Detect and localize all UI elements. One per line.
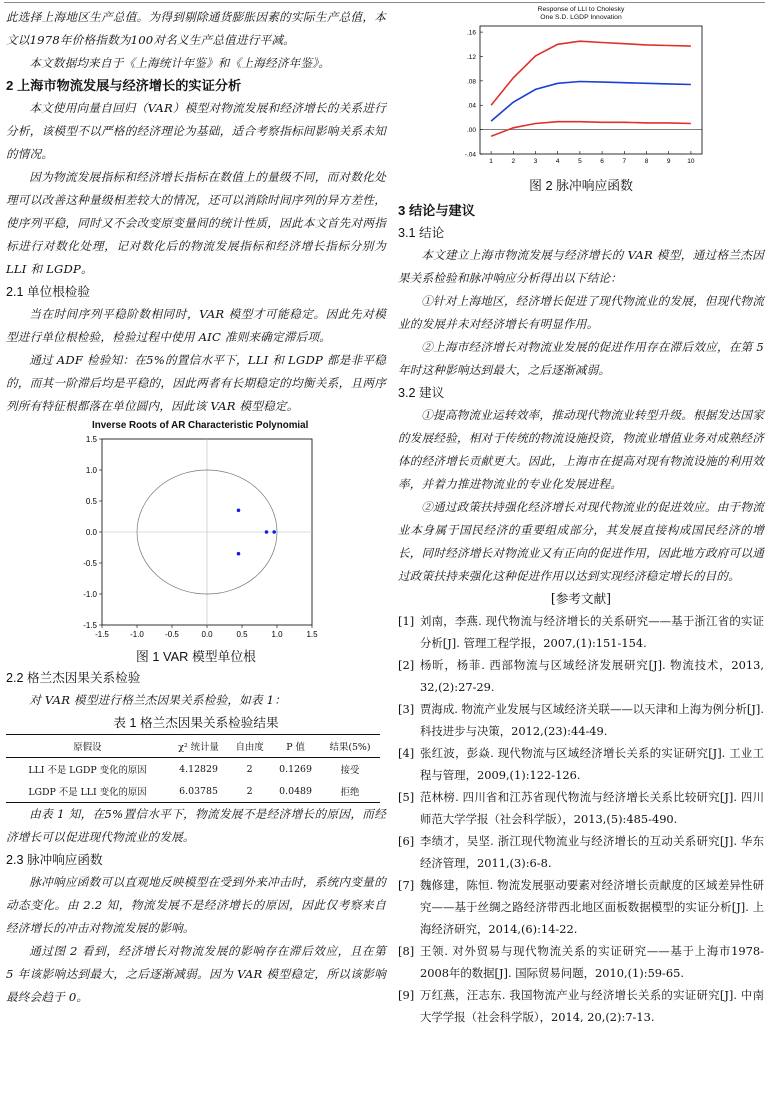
granger-table	[6, 734, 380, 803]
references-title: [参考文献]	[550, 591, 612, 606]
subsection-3-1-paragraph-1: 本文建立上海市物流发展与经济增长的 VAR 模型，通过格兰杰因果关系检验和脉冲响应分析得出以下结论：	[398, 248, 764, 285]
subsection-2-1-title: 2.1 单位根检验	[6, 285, 90, 299]
right-column	[398, 6, 764, 1028]
x-tick-label: 1.5	[306, 630, 318, 639]
reference-text: 魏修建，陈恒. 物流发展驱动要素对经济增长贡献度的区域差异性研究——基于丝绸之路经济带西北地区面板数据模型的实证分析[J]. 上海经济研究，2014,(6):14-22.	[420, 878, 764, 936]
series-line-lower	[491, 122, 691, 137]
table-cell: LGDP 不是 LLI 变化的原因	[28, 787, 147, 798]
intro-paragraph-2: 本文数据均来自于《上海统计年鉴》和《上海经济年鉴》。	[29, 56, 331, 70]
subsection-2-1-paragraph-2: 通过 ADF 检验知：在5%的置信水平下，LLI 和 LGDP 都是非平稳的，而其一阶滞后均是平稳的，因此两者有长期稳定的均衡关系，且两序列所有特征根都落在单位圆内，因此该 VAR 模型稳定。	[6, 353, 386, 413]
figure-2-title-line-2: One S.D. LGDP Innovation	[540, 14, 622, 21]
reference-item	[398, 984, 764, 1028]
table-header-cell: 自由度	[235, 742, 264, 753]
reference-text: 张红波，彭焱. 现代物流与区域经济增长关系的实证研究[J]. 工业工程与管理，2009,(1):122-126.	[420, 746, 764, 782]
reference-item	[398, 874, 764, 940]
subsection-3-2-paragraph-1: ①提高物流业运转效率，推动现代物流业转型升级。根据发达国家的发展经验，相对于传统的物流设施投资，物流业增值业务对成熟经济体的经济增长贡献更大。因此，上海市在提高对现有物流设施的利用效率，并着力推进物流业的专业化发展进程。	[398, 408, 764, 491]
left-column	[6, 6, 386, 1009]
x-tick-label: 2	[511, 158, 516, 165]
series-line-response	[491, 82, 691, 122]
x-tick-label: 0.0	[201, 630, 213, 639]
subsection-3-2-paragraph-2: ②通过政策扶持强化经济增长对现代物流业的促进效应。由于物流业本身属于国民经济的重要组成部分，其发展直接构成国民经济的增长，同时经济增长对物流业又有正向的促进作用，因此地方政府可以通过政策扶持来强化这种促进作用以达到实现经济稳定增长的目的。	[398, 500, 764, 583]
root-point	[265, 530, 269, 534]
reference-number: [7]	[398, 878, 415, 892]
reference-number: [4]	[398, 746, 415, 760]
reference-number: [6]	[398, 834, 415, 848]
subsection-3-1-title: 3.1 结论	[398, 226, 445, 240]
table-cell: 4.12829	[179, 763, 218, 775]
subsection-2-2-paragraph-1: 对 VAR 模型进行格兰杰因果关系检验，如表 1：	[29, 693, 286, 707]
reference-text: 万红燕，汪志东. 我国物流产业与经济增长关系的实证研究[J]. 中南大学学报（社会科学版），2014, 20,(2):7-13.	[420, 988, 764, 1024]
reference-item	[398, 698, 764, 742]
subsection-2-2-title: 2.2 格兰杰因果关系检验	[6, 671, 141, 685]
table-row	[6, 758, 380, 781]
x-tick-label: 9	[666, 158, 671, 165]
root-point	[272, 530, 276, 534]
x-tick-label: 0.5	[236, 630, 248, 639]
root-point	[237, 509, 241, 513]
reference-item	[398, 830, 764, 874]
table-header-cell: χ² 统计量	[178, 742, 219, 753]
x-tick-label: 3	[533, 158, 538, 165]
x-tick-label: 6	[600, 158, 604, 165]
subsection-2-1-paragraph-1: 当在时间序列平稳阶数相同时，VAR 模型才可能稳定。因此先对模型进行单位根检验，检验过程中使用 AIC 准则来确定滞后项。	[6, 307, 386, 344]
table-header-cell: 结果(5%)	[329, 742, 371, 753]
y-tick-label: -1.0	[83, 590, 97, 599]
x-tick-label: 1	[489, 158, 493, 165]
table-cell: 0.0489	[279, 785, 312, 797]
subsection-2-3-paragraph-2: 通过图 2 看到，经济增长对物流发展的影响存在滞后效应，且在第 5 年该影响达到最大，之后逐渐减弱。因为 VAR 模型稳定，所以该影响最终会趋于 0。	[6, 944, 386, 1004]
x-tick-label: 1.0	[271, 630, 283, 639]
subsection-2-2-paragraph-2: 由表 1 知，在5%置信水平下，物流发展不是经济增长的原因，而经济增长可以促进现代物流业的发展。	[6, 807, 386, 844]
y-tick-label: 0.0	[85, 528, 97, 537]
table-cell: 2	[246, 763, 253, 775]
y-tick-label: -1.5	[83, 621, 97, 630]
section-2-title: 2 上海市物流发展与经济增长的实证分析	[6, 78, 242, 93]
y-tick-label: 1.0	[85, 466, 97, 475]
y-tick-label: .08	[466, 78, 476, 86]
figure-1-caption: 图 1 VAR 模型单位根	[136, 649, 256, 664]
table-row	[6, 780, 380, 803]
reference-number: [2]	[398, 658, 415, 672]
y-tick-label: 0.5	[85, 497, 97, 506]
y-tick-label: .00	[466, 127, 476, 135]
x-tick-label: -0.5	[165, 630, 179, 639]
table-cell: 拒绝	[340, 787, 360, 798]
table-cell: 0.1269	[279, 763, 312, 775]
table-cell: 6.03785	[179, 785, 218, 797]
reference-number: [3]	[398, 702, 415, 716]
reference-item	[398, 940, 764, 984]
reference-text: 李绩才，吴坚. 浙江现代物流业与经济增长的互动关系研究[J]. 华东经济管理，2011,(3):6-8.	[420, 834, 764, 870]
reference-item	[398, 654, 764, 698]
x-tick-label: 8	[644, 158, 649, 165]
subsection-2-3-title: 2.3 脉冲响应函数	[6, 853, 103, 867]
x-tick-label: 4	[555, 158, 560, 165]
table-cell: LLI 不是 LGDP 变化的原因	[28, 765, 147, 776]
section-2-paragraph-2: 因为物流发展指标和经济增长指标在数值上的量级不同，而对数化处理可以改善这种量级相差较大的情况，还可以消除时间序列的异方差性，使序列平稳，同时又不会改变原变量间的统计性质，因此本文首先对两指标进行对数化处理，记对数化后的物流发展指标和经济增长指标分别为 LLI 和 LGDP。	[6, 170, 386, 276]
figure-1-title: Inverse Roots of AR Characteristic Polynomial	[92, 420, 309, 431]
y-tick-label: -.04	[464, 151, 476, 159]
figure-1	[6, 420, 386, 667]
intro-paragraph-1: 此选择上海地区生产总值。为得到剔除通货膨胀因素的实际生产总值，本文以1978年价格指数为100对名义生产总值进行平减。	[6, 10, 386, 47]
x-tick-label: -1.5	[95, 630, 109, 639]
reference-text: 范林榜. 四川省和江苏省现代物流与经济增长关系比较研究[J]. 四川师范大学学报（社会科学版），2013,(5):485-490.	[420, 790, 764, 826]
reference-list	[398, 610, 764, 1028]
y-tick-label: 1.5	[85, 435, 97, 444]
x-tick-label: -1.0	[130, 630, 144, 639]
impulse-response-chart	[398, 22, 764, 172]
figure-2	[398, 6, 764, 196]
subsection-3-2-title: 3.2 建议	[398, 386, 445, 400]
reference-text: 杨昕，杨菲. 西部物流与区域经济发展研究[J]. 物流技术，2013, 32,(2):27-29.	[420, 658, 764, 694]
reference-item	[398, 742, 764, 786]
reference-number: [8]	[398, 944, 415, 958]
y-tick-label: .04	[466, 102, 476, 110]
table-1-caption: 表 1 格兰杰因果关系检验结果	[113, 716, 279, 730]
y-tick-label: -0.5	[83, 559, 97, 568]
table-header-cell: 原假设	[73, 742, 102, 753]
reference-number: [9]	[398, 988, 415, 1002]
y-tick-label: .12	[466, 53, 476, 61]
table-cell: 接受	[340, 765, 360, 776]
x-tick-label: 5	[578, 158, 582, 165]
subsection-3-1-paragraph-2: ①针对上海地区，经济增长促进了现代物流业的发展，但现代物流业的发展并未对经济增长有明显作用。	[398, 294, 764, 331]
unit-root-chart	[6, 431, 386, 643]
x-tick-label: 7	[622, 158, 627, 165]
table-header-row	[6, 735, 380, 758]
reference-text: 贾海成. 物流产业发展与区域经济关联——以天津和上海为例分析[J]. 科技进步与决策，2012,(23):44-49.	[420, 702, 764, 738]
reference-text: 王领. 对外贸易与现代物流关系的实证研究——基于上海市1978-2008年的数据[J]. 国际贸易问题，2010,(1):59-65.	[420, 944, 764, 980]
y-tick-label: .16	[466, 29, 476, 37]
reference-item	[398, 786, 764, 830]
subsection-2-3-paragraph-1: 脉冲响应函数可以直观地反映模型在受到外来冲击时，系统内变量的动态变化。由 2.2 知，物流发展不是经济增长的原因，因此仅考察来自经济增长的冲击对物流发展的影响。	[6, 875, 386, 935]
table-cell: 2	[246, 785, 253, 797]
root-point	[237, 552, 241, 556]
reference-number: [1]	[398, 614, 415, 628]
reference-number: [5]	[398, 790, 415, 804]
reference-item	[398, 610, 764, 654]
reference-text: 刘南，李燕. 现代物流与经济增长的关系研究——基于浙江省的实证分析[J]. 管理工程学报，2007,(1):151-154.	[420, 614, 764, 650]
figure-2-caption: 图 2 脉冲响应函数	[529, 178, 633, 193]
section-2-paragraph-1: 本文使用向量自回归（VAR）模型对物流发展和经济增长的关系进行分析，该模型不以严格的经济理论为基础，适合考察指标间影响关系未知的情况。	[6, 101, 386, 161]
figure-2-title-line-1: Response of LLI to Cholesky	[537, 6, 625, 13]
x-tick-label: 10	[687, 158, 695, 165]
subsection-3-1-paragraph-3: ②上海市经济增长对物流业发展的促进作用存在滞后效应，在第 5 年时这种影响达到最大，之后逐渐减弱。	[398, 340, 764, 377]
table-header-cell: P 值	[286, 742, 305, 753]
header-rule	[4, 2, 765, 3]
series-line-upper	[491, 41, 691, 105]
section-3-title: 3 结论与建议	[398, 203, 475, 218]
